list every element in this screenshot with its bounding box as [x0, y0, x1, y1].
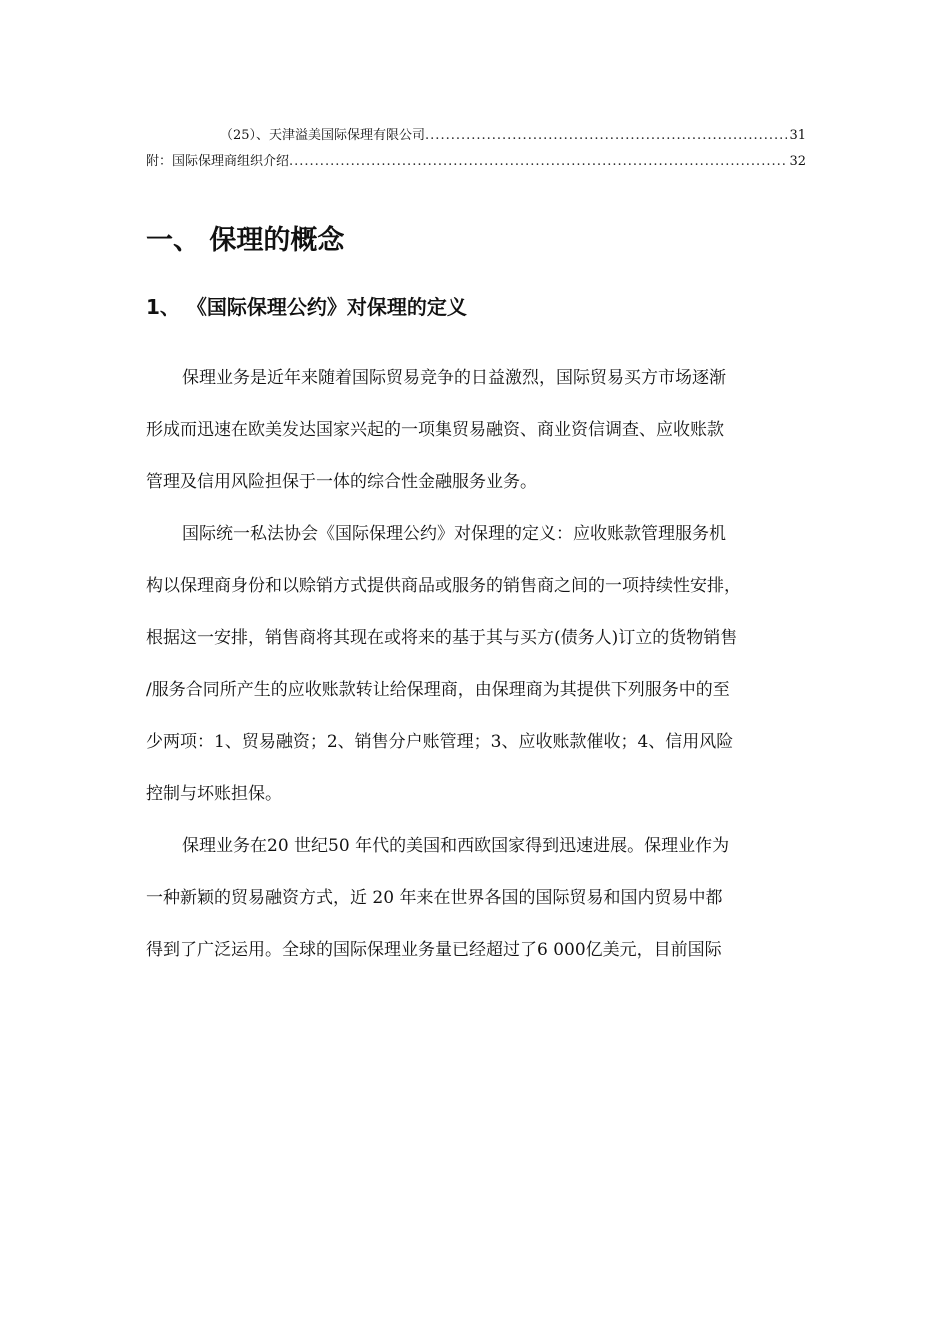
text-line: 保理业务在20 世纪50 年代的美国和西欧国家得到迅速进展。保理业作为	[182, 836, 730, 856]
text-line: 构以保理商身份和以赊销方式提供商品或服务的销售商之间的一项持续性安排，	[146, 576, 741, 596]
toc-entry[interactable]	[146, 150, 806, 176]
toc-entry-label: 附：国际保理商组织介绍	[146, 154, 290, 169]
paragraph	[146, 352, 812, 508]
text-line: 保理业务是近年来随着国际贸易竞争的日益激烈，国际贸易买方市场逐渐	[182, 368, 726, 388]
text-line: 根据这一安排，销售商将其现在或将来的基于其与买方(债务人)订立的货物销售	[146, 628, 738, 648]
section-title: 一、 保理的概念	[146, 225, 345, 256]
text-line: 控制与坏账担保。	[146, 784, 282, 804]
text-line: 得到了广泛运用。全球的国际保理业务量已经超过了6 000亿美元，目前国际	[146, 940, 722, 960]
text-line: 少两项：1、贸易融资；2、销售分户账管理；3、应收账款催收；4、信用风险	[146, 732, 734, 752]
toc-leader-dots	[425, 128, 787, 143]
body-text	[146, 352, 812, 976]
paragraph	[146, 508, 812, 820]
text-line: 形成而迅速在欧美发达国家兴起的一项集贸易融资、商业资信调查、应收账款	[146, 420, 724, 440]
text-line: 国际统一私法协会《国际保理公约》对保理的定义：应收账款管理服务机	[182, 524, 726, 544]
toc-entry[interactable]	[146, 124, 806, 150]
text-line: /服务合同所产生的应收账款转让给保理商，由保理商为其提供下列服务中的至	[146, 680, 730, 700]
subsection-title: 1、 《国际保理公约》对保理的定义	[146, 295, 467, 319]
toc-entry-page: 31	[789, 128, 806, 143]
text-line: 一种新颖的贸易融资方式，近 20 年来在世界各国的国际贸易和国内贸易中都	[146, 888, 723, 908]
toc-entry-label: （25）、天津溢美国际保理有限公司	[220, 128, 426, 143]
table-of-contents	[146, 124, 806, 176]
text-line: 管理及信用风险担保于一体的综合性金融服务业务。	[146, 472, 537, 492]
toc-leader-dots	[289, 154, 787, 169]
paragraph	[146, 820, 812, 976]
toc-entry-page: 32	[789, 154, 806, 169]
